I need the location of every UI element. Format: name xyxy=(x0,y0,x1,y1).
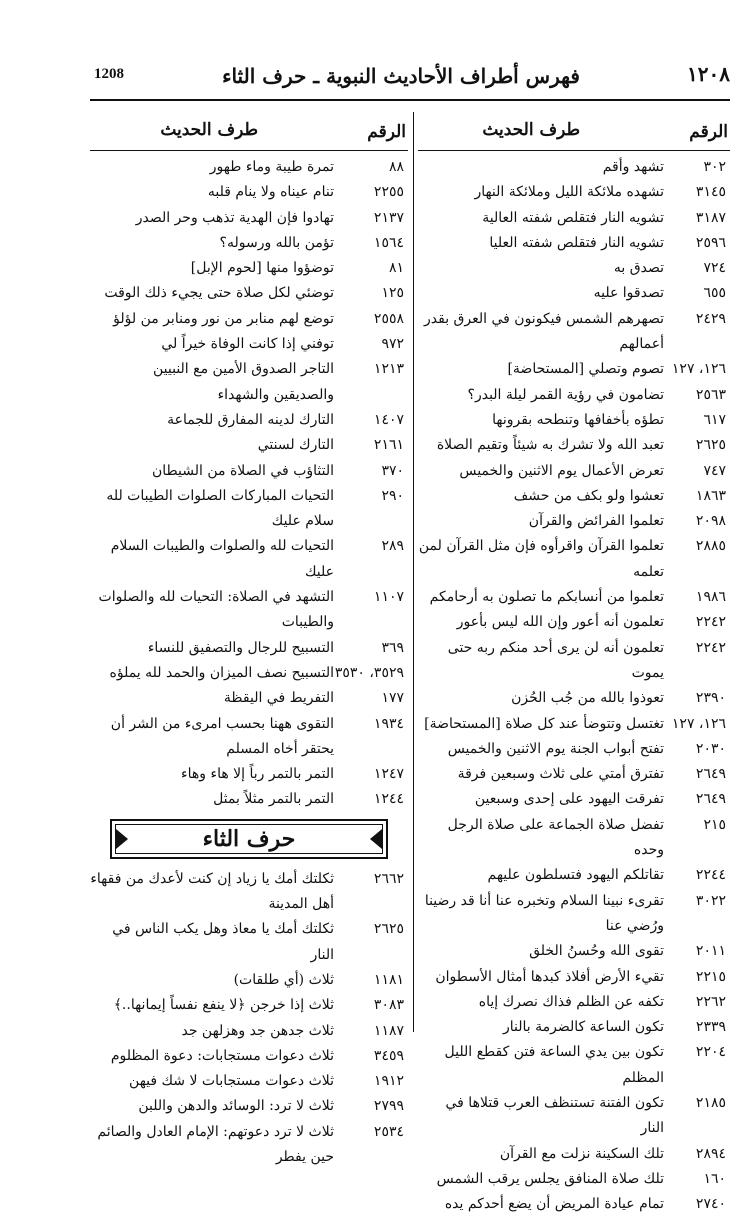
entry-number: ١٥٦٤ xyxy=(373,234,404,251)
entry-text: توضع لهم منابر من نور ومنابر من لؤلؤ xyxy=(113,310,334,327)
index-entry xyxy=(418,231,730,256)
entry-number: ٢١٥ xyxy=(703,816,726,833)
entry-number: ١٦٠ xyxy=(703,1170,726,1187)
index-entry xyxy=(90,787,408,812)
entry-text: تلك صلاة المنافق يجلس يرقب الشمس xyxy=(436,1170,664,1187)
index-entry xyxy=(90,357,408,408)
entry-text: التحيات لله والصلوات والطيبات السلام عليك xyxy=(110,538,334,580)
entry-number: ٩٧٢ xyxy=(381,336,404,353)
entry-text: تعشوا ولو بكف من حشف xyxy=(513,487,664,504)
entry-text: التمر بالتمر مثلاً بمثل xyxy=(213,791,334,808)
index-entry xyxy=(418,712,730,737)
entry-text: تهادوا فإن الهدية تذهب وحر الصدر xyxy=(135,209,334,226)
index-entry xyxy=(418,357,730,382)
entry-text: تطؤه بأخفافها وتنطحه بقرونها xyxy=(492,411,664,428)
index-entry xyxy=(418,1192,730,1217)
entry-number: ٧٤٧ xyxy=(703,462,726,479)
entry-text: تعلمون أنه أعور وإن الله ليس بأعور xyxy=(456,614,664,631)
index-entry xyxy=(418,281,730,306)
entry-text: ثكلتك أمك يا زياد إن كنت لأعدك من فقهاء أهل المدينة xyxy=(90,870,334,913)
entry-number: ٧٢٤ xyxy=(703,260,726,277)
entry-text: تمام عيادة المريض أن يضع أحدكم يده xyxy=(444,1196,664,1213)
entry-text: تغتسل وتتوضأ عند كل صلاة [المستحاضة] xyxy=(424,715,664,732)
entry-number: ٢٦٢٥ xyxy=(695,437,726,454)
entry-text: تضامون في رؤية القمر ليلة البدر؟ xyxy=(467,386,664,403)
entry-text: تكفه عن الظلم فذاك نصرك إياه xyxy=(478,993,664,1010)
entry-text: تلك السكينة نزلت مع القرآن xyxy=(499,1145,664,1162)
index-entry xyxy=(418,813,730,864)
index-entry xyxy=(90,762,408,787)
entry-number: ٣١٤٥ xyxy=(695,184,726,201)
entry-number: ٢٤٢٩ xyxy=(695,310,726,327)
entry-number: ١٨٦٣ xyxy=(695,487,726,504)
entry-text: تصهرهم الشمس فيكونون في العرق بقدر أعمالهم xyxy=(424,310,664,353)
entry-text: تعلموا الفرائض والقرآن xyxy=(528,513,664,530)
index-entry xyxy=(418,383,730,408)
index-entry xyxy=(90,1120,408,1171)
entry-text: تقوى الله وحُسنُ الخلق xyxy=(529,943,664,960)
index-entry xyxy=(90,155,408,180)
index-entry xyxy=(418,206,730,231)
index-entry xyxy=(418,256,730,281)
entry-number: ٢١٦١ xyxy=(373,437,404,454)
index-entry xyxy=(418,1091,730,1142)
entry-text: التاجر الصدوق الأمين مع النبيين والصديقين والشهداء xyxy=(152,361,334,403)
index-entry xyxy=(418,1167,730,1192)
index-entry xyxy=(418,433,730,458)
entry-number: ١٢١٣ xyxy=(373,361,404,378)
entry-number: ٣٠٢ xyxy=(703,159,726,175)
right-column-header xyxy=(418,114,730,151)
index-entry xyxy=(90,332,408,357)
index-entry xyxy=(418,762,730,787)
entry-number: ٣١٨٧ xyxy=(695,209,726,226)
index-entry xyxy=(90,993,408,1018)
index-entry xyxy=(90,686,408,711)
index-entry xyxy=(418,1015,730,1040)
entry-text: التشهد في الصلاة: التحيات لله والصلوات والطيبات xyxy=(98,589,334,631)
entry-number: ٢٥٣٤ xyxy=(373,1123,404,1140)
entry-number: ٢٢١٥ xyxy=(695,968,726,985)
index-entry xyxy=(90,408,408,433)
index-entry xyxy=(90,917,408,968)
entry-number: ٢٠٩٨ xyxy=(695,513,726,530)
entry-number: ٢٢٤٢ xyxy=(695,639,726,656)
index-entry xyxy=(418,534,730,585)
entry-text: ثلاث دعوات مستجابات لا شك فيهن xyxy=(129,1073,334,1090)
index-entry xyxy=(90,180,408,205)
entry-text: تقاتلكم اليهود فتسلطون عليهم xyxy=(487,867,664,884)
index-entry xyxy=(90,433,408,458)
index-entry xyxy=(418,889,730,940)
entry-text: تكون الفتنة تستنظف العرب قتلاها في النار xyxy=(445,1094,664,1137)
ornament-left-icon xyxy=(116,829,128,849)
right-column xyxy=(418,114,730,1217)
index-entry xyxy=(418,484,730,509)
index-entry xyxy=(90,968,408,993)
page-number-latin: 1208 xyxy=(94,66,124,82)
entry-text: التسبيح نصف الميزان والحمد لله يملؤه xyxy=(109,664,334,681)
entry-text: تشويه النار فتقلص شفته العليا xyxy=(489,234,664,251)
left-column-header xyxy=(90,114,408,151)
entry-number: ١١٨٧ xyxy=(373,1022,404,1039)
index-entry xyxy=(90,712,408,763)
left-rows-top xyxy=(90,155,408,813)
entry-number: ٦١٧ xyxy=(703,411,726,428)
page-header xyxy=(72,60,730,96)
entry-text: تشهده ملائكة الليل وملائكة النهار xyxy=(474,184,664,201)
entry-text: التفريط في اليقظة xyxy=(223,690,334,707)
index-entry xyxy=(90,867,408,918)
index-entry xyxy=(90,585,408,636)
index-entry xyxy=(418,180,730,205)
entry-number: ٢٦٦٢ xyxy=(373,870,404,887)
entry-number: ٣٥٢٩، ٣٥٣٠ xyxy=(334,664,404,681)
entry-number: ٢٨٩٤ xyxy=(695,1145,726,1162)
entry-text: تعلموا القرآن واقرأوه فإن مثل القرآن لمن تعلمه xyxy=(418,538,664,580)
index-entry xyxy=(418,965,730,990)
entry-number: ٣٧٠ xyxy=(381,462,404,479)
entry-number: ١٢٤٧ xyxy=(373,766,404,783)
entry-text: ثلاث لا ترد: الوسائد والدهن واللبن xyxy=(138,1098,334,1115)
index-entry xyxy=(90,1044,408,1069)
entry-text: توضؤوا منها [لحوم الإبل] xyxy=(190,260,334,277)
running-title: فهرس أطراف الأحاديث النبوية ـ حرف الثاء xyxy=(222,64,580,88)
entry-text: تمرة طيبة وماء طهور xyxy=(209,159,334,175)
left-rows-bottom xyxy=(90,867,408,1171)
entry-number: ٢٦٢٥ xyxy=(373,921,404,938)
entry-text: تفرقت اليهود على إحدى وسبعين xyxy=(474,791,664,808)
index-entry xyxy=(418,1142,730,1167)
number-header: الرقم xyxy=(367,122,406,142)
entry-text: تفترق أمتي على ثلاث وسبعين فرقة xyxy=(457,766,664,783)
entry-text: التارك لسنتي xyxy=(257,437,334,454)
entry-number: ٢٧٩٩ xyxy=(373,1098,404,1115)
entry-text: تفضل صلاة الجماعة على صلاة الرجل وحده xyxy=(447,816,664,859)
entry-number: ١٢٦، ١٢٧ xyxy=(671,715,726,732)
entry-text: تكون الساعة كالضرمة بالنار xyxy=(502,1019,664,1036)
entry-number: ٣٦٩ xyxy=(381,639,404,656)
entry-text: تصدقوا عليه xyxy=(593,285,664,302)
index-entry xyxy=(90,281,408,306)
entry-number: ٢٧٤٠ xyxy=(695,1196,726,1213)
entry-text: تكون بين يدي الساعة فتن كقطع الليل المظلم xyxy=(444,1044,664,1086)
entry-number: ٢١٣٧ xyxy=(373,209,404,226)
entry-number: ٢٨٨٥ xyxy=(695,538,726,555)
entry-number: ٣٠٨٣ xyxy=(373,997,404,1014)
entry-number: ٢٢٦٢ xyxy=(695,993,726,1010)
entry-text: تعلمون أنه لن يرى أحد منكم ربه حتى يموت xyxy=(447,639,664,681)
index-entry xyxy=(418,787,730,812)
entry-text: ثلاث دعوات مستجابات: دعوة المظلوم xyxy=(110,1047,334,1064)
entry-text: تؤمن بالله ورسوله؟ xyxy=(219,234,334,251)
entry-number: ١٢٤٤ xyxy=(373,791,404,808)
entry-text: التارك لدينه المفارق للجماعة xyxy=(167,411,334,428)
column-divider xyxy=(413,112,414,1032)
entry-number: ٦٥٥ xyxy=(703,285,726,302)
index-entry xyxy=(418,737,730,762)
index-entry xyxy=(418,636,730,687)
index-entry xyxy=(418,939,730,964)
index-entry xyxy=(418,459,730,484)
entry-text: تقرىء نبينا السلام وتخبره عنا أنا قد رضينا ورُضي عنا xyxy=(424,892,664,934)
entry-text: التحيات المباركات الصلوات الطيبات لله سلام عليك xyxy=(106,487,334,530)
entry-number: ٢٦٤٩ xyxy=(695,766,726,783)
index-entry xyxy=(418,585,730,610)
entry-text: تعرض الأعمال يوم الاثنين والخميس xyxy=(459,462,664,479)
index-entry xyxy=(90,484,408,535)
index-entry xyxy=(418,686,730,711)
entry-text: تنام عيناه ولا ينام قلبه xyxy=(207,184,334,201)
entry-text: ثلاث (أي طلقات) xyxy=(233,971,334,988)
entry-text: تعوذوا بالله من جُب الحُزن xyxy=(511,690,664,707)
index-entry xyxy=(418,408,730,433)
entry-text: تشهد وأقم xyxy=(602,159,664,175)
entry-text: ثكلتك أمك يا معاذ وهل يكب الناس في النار xyxy=(112,921,334,963)
entry-text: التمر بالتمر رباً إلا هاء وهاء xyxy=(181,766,334,783)
hadith-header: طرف الحديث xyxy=(160,120,258,140)
index-entry xyxy=(90,1069,408,1094)
entry-number: ٣٠٢٢ xyxy=(695,892,726,909)
entry-number: ٢٢٥٥ xyxy=(373,184,404,201)
index-entry xyxy=(418,155,730,180)
index-entry xyxy=(418,610,730,635)
index-entry xyxy=(418,1040,730,1091)
entry-text: تعلموا من أنسابكم ما تصلون به أرحامكم xyxy=(429,589,664,606)
header-rule xyxy=(90,99,730,101)
index-entry xyxy=(90,1094,408,1119)
index-entry xyxy=(90,636,408,661)
entry-text: التثاؤب في الصلاة من الشيطان xyxy=(151,462,334,479)
entry-number: ٢٩٠ xyxy=(381,487,404,504)
left-column xyxy=(90,114,408,1170)
index-entry xyxy=(90,206,408,231)
entry-number: ٨١ xyxy=(388,260,404,277)
ornament-right-icon xyxy=(370,829,382,849)
entry-text: ثلاث لا ترد دعوتهم: الإمام العادل والصائم حين يفطر xyxy=(97,1123,334,1165)
entry-number: ٢٢٤٤ xyxy=(695,867,726,884)
index-entry xyxy=(90,256,408,281)
entry-number: ٨٨ xyxy=(388,159,404,175)
entry-number: ٢٢٠٤ xyxy=(695,1044,726,1061)
entry-text: تقيء الأرض أفلاذ كبدها أمثال الأسطوان xyxy=(435,968,664,985)
entry-number: ١٩١٢ xyxy=(373,1073,404,1090)
page-number-arabic: ١٢٠٨ xyxy=(687,62,730,86)
index-entry xyxy=(90,661,408,686)
entry-number: ١١٠٧ xyxy=(373,589,404,606)
entry-number: ٢٠٣٠ xyxy=(695,740,726,757)
letter-heading-text: حرف الثاء xyxy=(202,825,296,852)
entry-text: ثلاث إذا خرجن ﴿لا ينفع نفساً إيمانها..﴾ xyxy=(113,997,334,1014)
index-entry xyxy=(90,459,408,484)
right-rows xyxy=(418,155,730,1217)
index-entry xyxy=(418,990,730,1015)
entry-number: ١٩٨٦ xyxy=(695,589,726,606)
entry-text: تعبد الله ولا تشرك به شيئاً وتقيم الصلاة xyxy=(436,437,664,454)
entry-number: ١٧٧ xyxy=(381,690,404,707)
entry-text: تصوم وتصلي [المستحاضة] xyxy=(507,361,664,378)
entry-number: ١٢٦، ١٢٧ xyxy=(671,361,726,378)
entry-number: ٢٢٤٢ xyxy=(695,614,726,631)
entry-number: ٢٥٦٣ xyxy=(695,386,726,403)
letter-section-heading xyxy=(110,819,388,859)
entry-number: ٢٥٥٨ xyxy=(373,310,404,327)
entry-text: تشويه النار فتقلص شفته العالية xyxy=(482,209,664,226)
entry-text: تصدق به xyxy=(613,260,664,277)
index-entry xyxy=(418,863,730,888)
entry-number: ١٩٣٤ xyxy=(373,715,404,732)
entry-number: ٢٠١١ xyxy=(695,943,726,960)
entry-number: ٢٣٩٠ xyxy=(695,690,726,707)
hadith-header: طرف الحديث xyxy=(482,120,580,140)
entry-number: ٣٤٥٩ xyxy=(373,1047,404,1064)
entry-number: ٢٣٣٩ xyxy=(695,1019,726,1036)
entry-number: ١٤٠٧ xyxy=(373,411,404,428)
number-header: الرقم xyxy=(689,122,728,142)
entry-text: توضئي لكل صلاة حتى يجيء ذلك الوقت xyxy=(104,285,334,302)
entry-number: ٢٨٩ xyxy=(381,538,404,555)
entry-text: ثلاث جدهن جد وهزلهن جد xyxy=(181,1022,334,1039)
entry-number: ١١٨١ xyxy=(373,971,404,988)
entry-text: توفني إذا كانت الوفاة خيراً لي xyxy=(161,336,334,353)
entry-number: ٢٦٤٩ xyxy=(695,791,726,808)
entry-number: ٢٥٩٦ xyxy=(695,234,726,251)
entry-number: ١٢٥ xyxy=(381,285,404,302)
index-entry xyxy=(90,231,408,256)
index-entry xyxy=(418,509,730,534)
entry-number: ٢١٨٥ xyxy=(695,1094,726,1111)
entry-text: التسبيح للرجال والتصفيق للنساء xyxy=(147,639,334,656)
index-entry xyxy=(90,307,408,332)
entry-text: التقوى ههنا بحسب امرىء من الشر أن يحتقر أخاه المسلم xyxy=(110,715,334,757)
index-entry xyxy=(90,534,408,585)
entry-text: تفتح أبواب الجنة يوم الاثنين والخميس xyxy=(447,740,664,757)
index-entry xyxy=(90,1019,408,1044)
index-entry xyxy=(418,307,730,358)
